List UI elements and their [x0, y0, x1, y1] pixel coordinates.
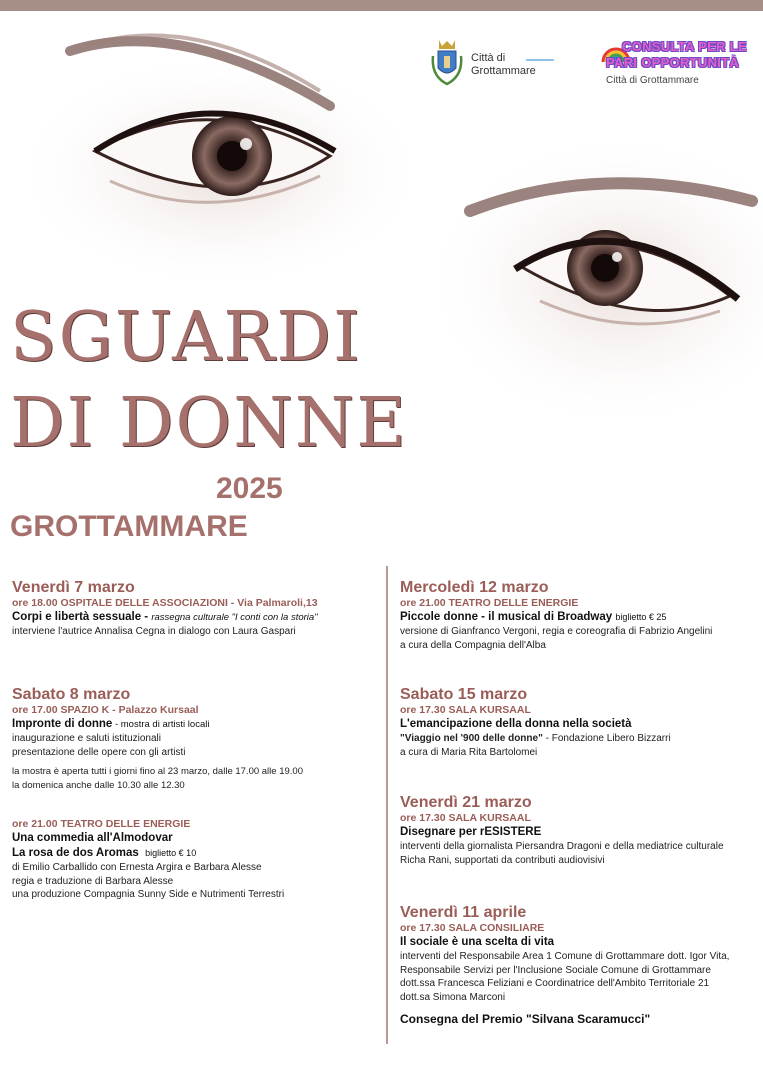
event-venue: ore 21.00 TEATRO DELLE ENERGIE [12, 818, 191, 830]
event-headline: Una commedia all'Almodovar [12, 832, 173, 844]
event-venue: ore 17.00 SPAZIO K - Palazzo Kursaal [12, 704, 199, 716]
event-title: La rosa de dos Aromas [12, 847, 139, 859]
event-note: la mostra è aperta tutti i giorni fino al 23 marzo, dalle 17.00 alle 19.00 [12, 766, 303, 777]
event-21-marzo [400, 793, 724, 867]
event-date: Sabato 8 marzo [12, 686, 131, 703]
event-line: regia e traduzione di Barbara Alesse [12, 875, 174, 887]
event-subtitle: rassegna culturale "I conti con la storia" [151, 612, 318, 623]
event-7-marzo [12, 578, 318, 639]
event-8-marzo [12, 685, 303, 792]
event-venue: ore 17.30 SALA KURSAAL [400, 812, 531, 824]
title-line1: SGUARDI [10, 298, 362, 377]
event-line: interventi del Responsabile Area 1 Comune di Grottammare dott. Igor Vita, [400, 951, 730, 962]
top-bar [0, 0, 763, 11]
event-headline [12, 610, 318, 625]
event-venue: ore 17.30 SALA CONSILIARE [400, 922, 545, 934]
event-subheadline [400, 732, 671, 746]
event-subtitle: - mostra di artisti locali [112, 719, 210, 730]
event-11-aprile [400, 903, 729, 1026]
event-title: Impronte di donne [12, 718, 113, 730]
year: 2025 [216, 472, 283, 505]
event-line: una produzione Compagnia Sunny Side e Nutrimenti Terrestri [12, 889, 285, 900]
column-divider [386, 566, 388, 1044]
event-headline [12, 717, 303, 732]
city-name: GROTTAMMARE [10, 510, 248, 543]
left-eye [10, 35, 430, 291]
event-line: dott.ssa Francesca Feliziani e Coordinatrice dell'Ambito Territoriale 21 [400, 978, 710, 989]
event-line: di Emilio Carballido con Ernesta Argira e Barbara Alesse [12, 862, 262, 873]
event-subheadline-bold: "Viaggio nel '900 delle donne" [400, 733, 543, 744]
event-date: Venerdì 7 marzo [12, 579, 135, 596]
event-price: biglietto € 25 [615, 612, 667, 622]
event-headline: Il sociale è una scelta di vita [400, 936, 555, 948]
event-8-marzo-evening [12, 818, 284, 902]
event-date: Mercoledì 12 marzo [400, 579, 549, 596]
consulta-logo-line1: CONSULTA PER LE [622, 39, 747, 54]
city-crest-icon [430, 38, 464, 88]
consulta-logo-line2: PARI OPPORTUNITÀ [606, 55, 740, 70]
event-line: Responsabile Servizi per l'Inclusione Sociale Comune di Grottammare [400, 964, 711, 976]
event-line: Richa Rani, supportati da contributi audiovisivi [400, 854, 605, 866]
event-date: Sabato 15 marzo [400, 686, 528, 703]
city-logo-line1: Città di [471, 52, 506, 64]
city-logo-underline [526, 59, 554, 61]
title-line2: DI DONNE [10, 384, 408, 463]
event-headline-2 [12, 846, 284, 861]
city-logo-line2: Grottammare [471, 65, 536, 77]
right-eye [420, 131, 763, 431]
event-subheadline-rest: - Fondazione Libero Bizzarri [542, 733, 671, 744]
event-line: a cura di Maria Rita Bartolomei [400, 746, 538, 758]
consulta-logo [600, 38, 747, 93]
event-headline: L'emancipazione della donna nella società [400, 718, 632, 730]
event-line: dott.sa Simona Marconi [400, 991, 506, 1003]
event-venue: ore 18.00 OSPITALE DELLE ASSOCIAZIONI - Via Palmaroli,13 [12, 597, 318, 609]
event-date: Venerdì 21 marzo [400, 794, 532, 811]
award-announcement: Consegna del Premio "Silvana Scaramucci" [400, 1012, 651, 1026]
event-price: biglietto € 10 [145, 848, 197, 858]
event-line: inaugurazione e saluti istituzionali [12, 733, 161, 744]
event-note: la domenica anche dalle 10.30 alle 12.30 [12, 779, 185, 791]
event-line: presentazione delle opere con gli artisti [12, 746, 186, 758]
event-line: versione di Gianfranco Vergoni, regia e coreografia di Fabrizio Angelini [400, 626, 713, 637]
event-12-marzo [400, 578, 712, 652]
event-line: interviene l'autrice Annalisa Cegna in dialogo con Laura Gaspari [12, 626, 296, 637]
event-line: interventi della giornalista Piersandra Dragoni e della mediatrice culturale [400, 841, 724, 852]
city-logo [430, 38, 570, 90]
event-title: Corpi e libertà sessuale - [12, 611, 152, 623]
consulta-logo-line3: Città di Grottammare [606, 75, 699, 86]
event-headline [400, 610, 712, 625]
event-headline: Disegnare per rESISTERE [400, 826, 542, 838]
event-line: a cura della Compagnia dell'Alba [400, 639, 546, 651]
event-date: Venerdì 11 aprile [400, 904, 527, 921]
event-venue: ore 17.30 SALA KURSAAL [400, 704, 531, 716]
event-15-marzo [400, 685, 671, 759]
event-venue: ore 21.00 TEATRO DELLE ENERGIE [400, 597, 579, 609]
event-title: Piccole donne - il musical di Broadway [400, 611, 613, 623]
